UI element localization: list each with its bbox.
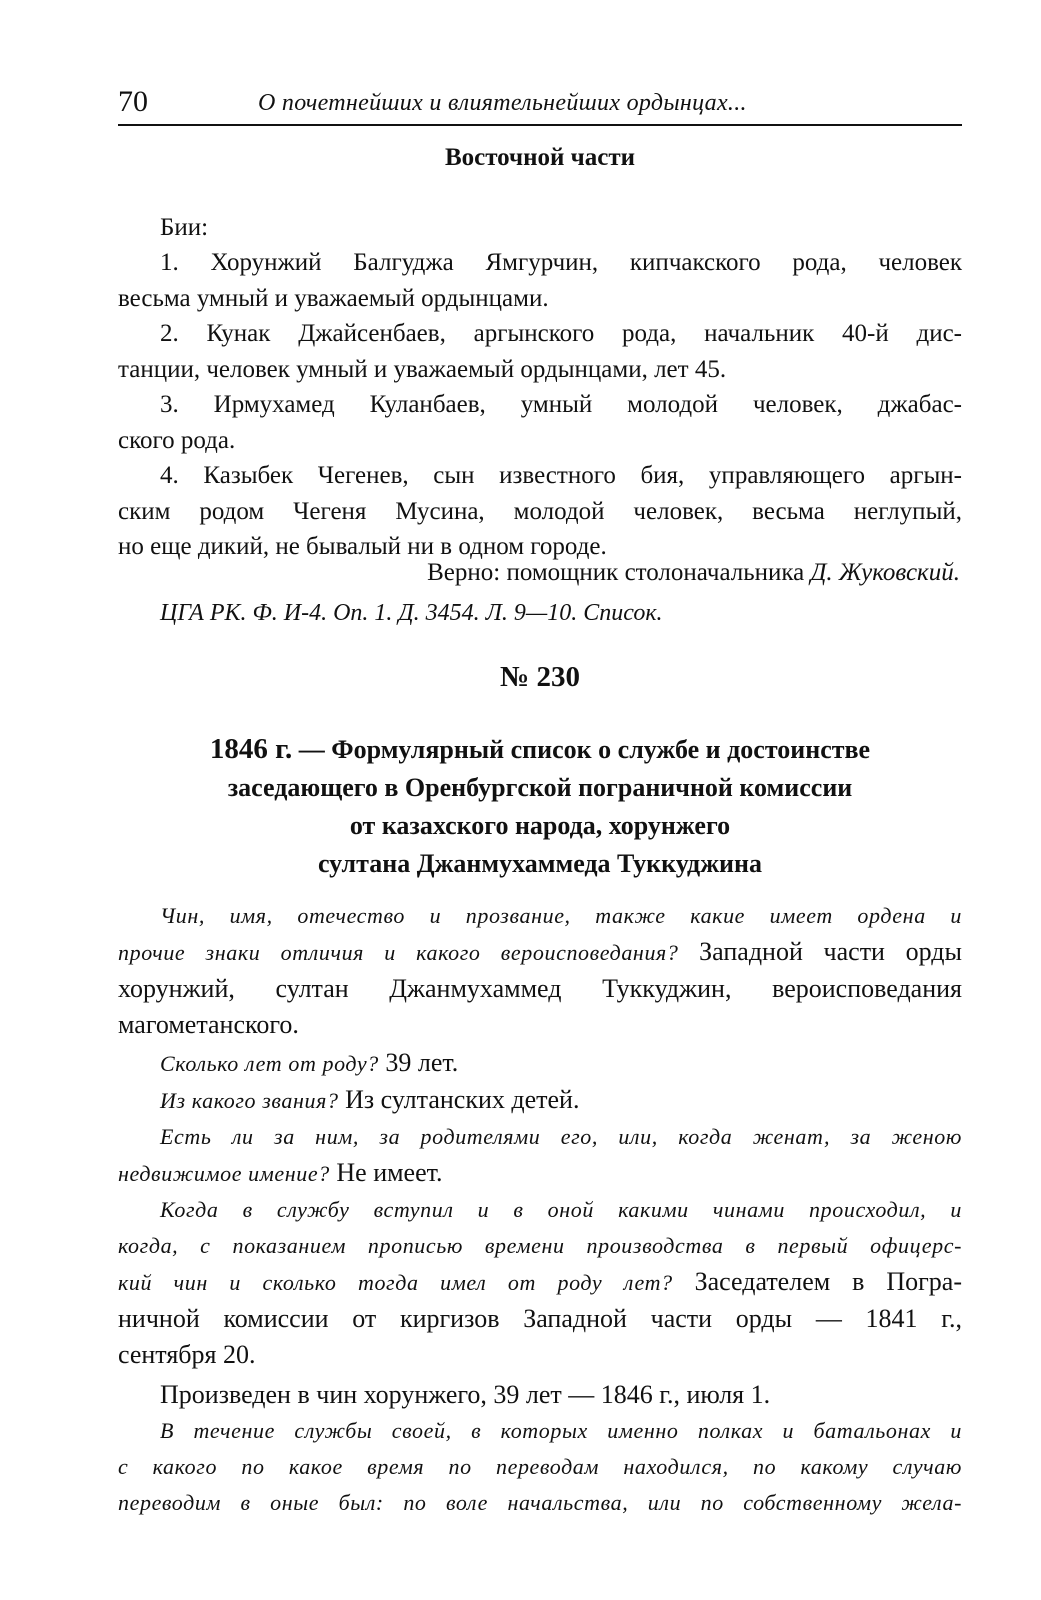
list-item-4-line-3: но еще дикий, не бывалый ни в одном городе. [118, 533, 607, 560]
form-a6: Произведен в чин хорунжего, 39 лет — 1846 г., июля 1. [160, 1380, 771, 1409]
form-a4: Не имеет. [329, 1158, 443, 1187]
form-q3: Из какого звания? [160, 1088, 339, 1113]
form-q7-line-2: с какого по какое время по переводам находился, по какому случаю [118, 1454, 962, 1479]
form-q5-line-1: Когда в службу вступил и в оной какими чинами происходил, и [160, 1197, 962, 1222]
list-item-3-line-2: ского рода. [118, 426, 236, 454]
list-item-4-line-1: 4. Казыбек Чегенев, сын известного бия, управляющего аргын- [160, 462, 962, 489]
form-a1-line-2: Западной части орды [678, 937, 962, 966]
document-number: № 230 [500, 661, 580, 693]
form-a1-line-4: магометанского. [118, 1010, 299, 1039]
list-item-1-line-1: 1. Хорунжий Балгуджа Ямгурчин, кипчакского рода, человек [160, 249, 962, 276]
signature-name: Д. Жуковский. [810, 559, 960, 586]
form-a5-line-5: сентября 20. [118, 1340, 256, 1369]
form-q7-line-1: В течение службы своей, в которых именно полках и батальонах и [160, 1418, 962, 1443]
document-title-line-3: от казахского народа, хорунжего [349, 811, 731, 840]
document-title-line-2: заседающего в Оренбургской пограничной комиссии [227, 773, 853, 802]
form-a5-line-4: ничной комиссии от киргизов Западной части орды — 1841 г., [118, 1304, 962, 1333]
list-item-4-line-2: ским родом Чегеня Мусина, молодой человек, весьма неглупый, [118, 497, 962, 525]
document-title-line-4: султана Джанмухаммеда Туккуджина [317, 849, 763, 878]
form-q5-line-2: когда, с показанием прописью времени производства в первый офицерс- [118, 1233, 962, 1258]
form-a2: 39 лет. [378, 1048, 459, 1077]
form-a5-line-3: Заседателем в Погра- [672, 1267, 962, 1296]
document-title-year: 1846 г. [209, 733, 293, 765]
form-q1-line-2: прочие знаки отличия и какого вероисповедания? [118, 940, 679, 965]
form-q4-line-1: Есть ли за ним, за родителями его, или, когда женат, за женою [160, 1124, 962, 1149]
archive-reference: ЦГА РК. Ф. И-4. Оп. 1. Д. 3454. Л. 9—10. Список. [160, 600, 663, 626]
header-rule [118, 124, 962, 126]
list-item-2-line-1: 2. Кунак Джайсенбаев, аргынского рода, начальник 40-й дис- [160, 320, 962, 347]
form-q2: Сколько лет от роду? [160, 1051, 379, 1076]
document-title-line-1: — Формулярный список о службе и достоинстве [292, 735, 871, 764]
form-q1-line-1: Чин, имя, отечество и прозвание, также какие имеет ордена и [160, 903, 962, 928]
form-a1-line-3: хорунжий, султан Джанмухаммед Туккуджин, вероисповедания [118, 974, 962, 1003]
signature-prefix: Верно: помощник столоначальника [427, 559, 811, 586]
list-item-2-line-2: танции, человек умный и уважаемый ордынцами, лет 45. [118, 355, 727, 383]
page-number: 70 [118, 85, 148, 118]
form-q4-line-2: недвижимое имение? [118, 1161, 330, 1186]
running-title: О почетнейших и влиятельнейших ордынцах... [258, 90, 747, 116]
form-q7-line-3: переводим в оные был: по воле начальства, или по собственному жела- [118, 1490, 962, 1515]
signature-line [118, 555, 960, 591]
form-questionnaire [118, 898, 962, 1521]
running-header [118, 84, 960, 124]
list-item-3-line-1: 3. Ирмухамед Куланбаев, умный молодой человек, джабас- [160, 391, 962, 418]
section-heading: Восточной части [444, 144, 636, 171]
form-q5-line-3: кий чин и сколько тогда имел от роду лет? [118, 1270, 673, 1295]
form-a3: Из султанских детей. [338, 1085, 580, 1114]
list-label: Бии: [160, 214, 209, 241]
document-title [118, 730, 962, 883]
bii-list [118, 245, 962, 565]
list-item-1-line-2: весьма умный и уважаемый ордынцами. [118, 284, 549, 312]
